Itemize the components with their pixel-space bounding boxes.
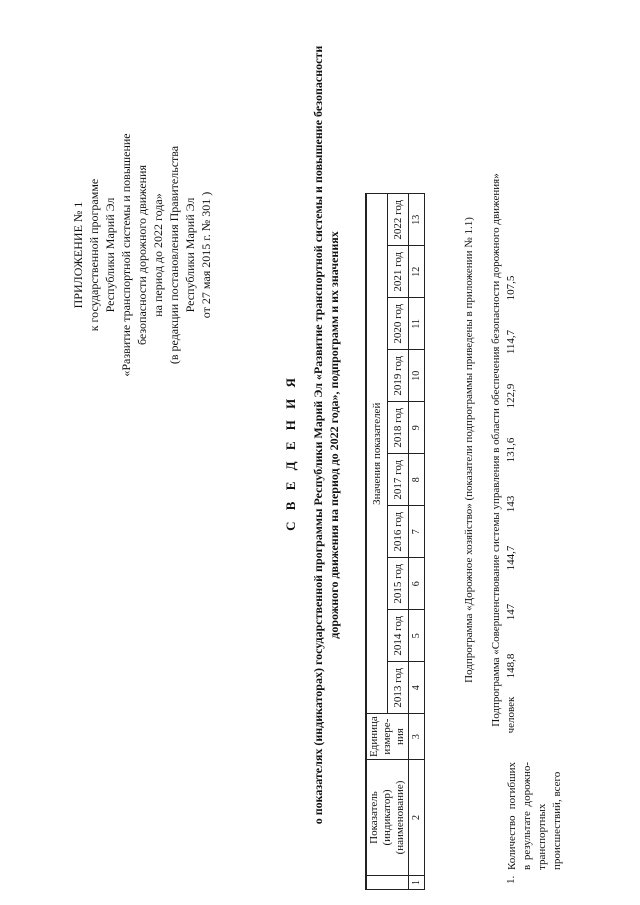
row-number: 1.: [505, 875, 517, 884]
row-value: 131,6: [505, 437, 517, 463]
table-row: [505, 10, 615, 890]
document-title: С В Е Д Е Н И Я: [283, 374, 298, 531]
appendix-line: безопасности дорожного движения: [135, 164, 149, 346]
appendix-line: к государственной программе: [87, 178, 101, 332]
column-number: 12: [409, 246, 425, 298]
indicators-table: [365, 193, 425, 890]
header-year: 2014 год: [388, 610, 409, 662]
header-year: 2013 год: [388, 662, 409, 714]
appendix-line: на период до 2022 года»: [151, 193, 165, 317]
appendix-line: ПРИЛОЖЕНИЕ № 1: [71, 201, 85, 309]
column-number: 5: [409, 610, 425, 662]
row-unit: человек: [505, 696, 517, 734]
row-value: 122,9: [505, 383, 517, 409]
column-number: 13: [409, 194, 425, 246]
column-number: 9: [409, 402, 425, 454]
appendix-line: Республики Марий Эл: [103, 197, 117, 313]
column-number: 3: [409, 714, 425, 760]
column-number: 11: [409, 298, 425, 350]
appendix-heading: [70, 125, 214, 385]
header-year: 2019 год: [388, 350, 409, 402]
header-year: 2020 год: [388, 298, 409, 350]
header-year: 2021 год: [388, 246, 409, 298]
appendix-line: «Развитие транспортной системы и повышение: [119, 133, 133, 377]
row-value: 143: [505, 495, 517, 513]
appendix-line: (в редакции постановления Правительства: [167, 145, 181, 365]
column-number: 10: [409, 350, 425, 402]
column-number: 2: [409, 760, 425, 876]
subprogram-road-heading: Подпрограмма «Дорожное хозяйство» (показатели подпрограммы приведены в приложении № 1.1): [463, 217, 475, 683]
column-number: 8: [409, 454, 425, 506]
appendix-line: Республики Марий Эл: [183, 197, 197, 313]
header-indicator: Показатель (индикатор) (наименование): [366, 760, 409, 876]
column-number: 7: [409, 506, 425, 558]
header-values-group: Значения показателей: [366, 194, 388, 714]
row-indicator-name: Количество погибших в результате дорожно-транспортных происшествий, всего: [506, 762, 563, 870]
header-year: 2015 год: [388, 558, 409, 610]
header-year: 2022 год: [388, 194, 409, 246]
header-year: 2018 год: [388, 402, 409, 454]
header-num-cell: [366, 876, 409, 890]
appendix-line: от 27 мая 2015 г. № 301 ): [199, 191, 213, 319]
row-value: 107,5: [505, 275, 517, 301]
row-value: 147: [505, 603, 517, 621]
subprogram-safety-heading: Подпрограмма «Совершенствование системы управления в области обеспечения безопасности дорожного движения»: [490, 173, 502, 727]
row-value: 114,7: [505, 329, 517, 355]
column-number: 6: [409, 558, 425, 610]
row-value: 144,7: [505, 545, 517, 571]
header-year: 2016 год: [388, 506, 409, 558]
document-subtitle: о показателях (индикаторах) государственной программы Республики Марий Эл «Развитие транспортной системы и повышение безопасности дорожного движения на период до 2022 года», подпрограмм и их значениях: [311, 45, 341, 825]
header-year: 2017 год: [388, 454, 409, 506]
header-unit: Единица измере-ния: [366, 714, 409, 760]
column-number: 1: [409, 876, 425, 890]
column-number: 4: [409, 662, 425, 714]
row-value: 148,8: [505, 653, 517, 679]
